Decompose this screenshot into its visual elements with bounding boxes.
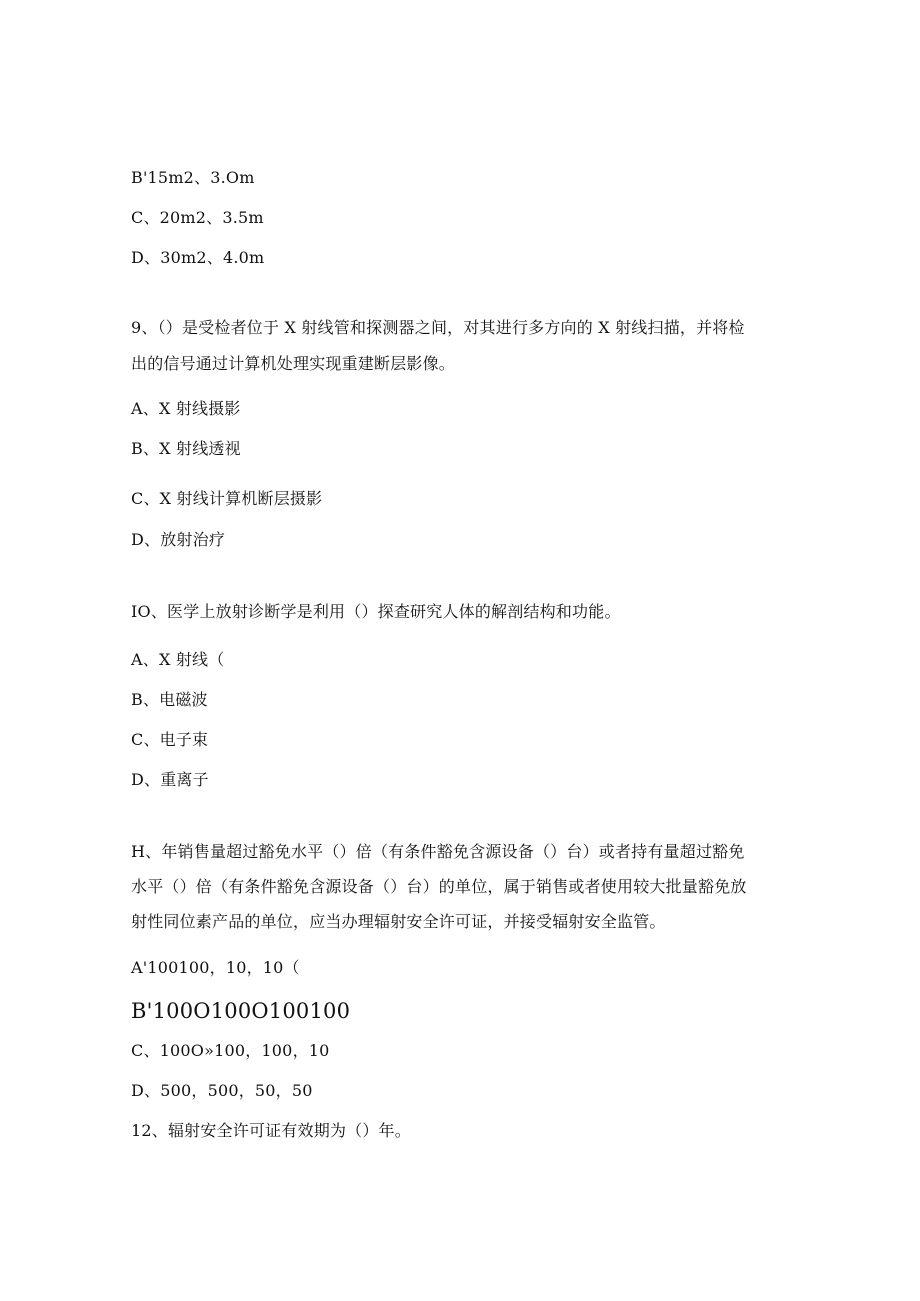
question-9-line-2: 出的信号通过计算机处理实现重建断层影像。: [131, 354, 456, 373]
option-b-q11: B'100O100O100100: [131, 999, 351, 1023]
option-c-q8: C、20m2、3.5m: [131, 208, 264, 227]
option-b-q10: B、电磁波: [131, 690, 208, 709]
option-c-q9: C、X 射线计算机断层摄影: [131, 489, 323, 508]
option-d-q10: D、重离子: [131, 770, 209, 789]
option-d-q11: D、500，500，50，50: [131, 1081, 313, 1100]
option-d-q8: D、30m2、4.0m: [131, 248, 265, 267]
question-9-line-1: 9、（）是受检者位于 X 射线管和探测器之间，对其进行多方向的 X 射线扫描，并将检: [131, 318, 745, 337]
option-d-q9: D、放射治疗: [131, 530, 226, 549]
option-c-q10: C、电子束: [131, 730, 209, 749]
option-b-q9: B、X 射线透视: [131, 439, 241, 458]
option-c-q11: C、100O»100，100，10: [131, 1041, 330, 1060]
option-a-q9: A、X 射线摄影: [131, 399, 241, 418]
option-b-q8: B'15m2、3.Om: [131, 168, 255, 187]
question-12: 12、辐射安全许可证有效期为（）年。: [131, 1121, 411, 1140]
question-11-line-1: H、年销售量超过豁免水平（）倍（有条件豁免含源设备（）台）或者持有量超过豁免: [131, 842, 745, 861]
option-a-q11: A'100100，10，10（: [131, 958, 300, 977]
option-a-q10: A、X 射线（: [131, 650, 225, 669]
question-11-line-2: 水平（）倍（有条件豁免含源设备（）台）的单位，属于销售或者使用较大批量豁免放: [131, 877, 747, 896]
question-11-line-3: 射性同位素产品的单位，应当办理辐射安全许可证，并接受辐射安全监管。: [131, 912, 666, 931]
question-10: IO、医学上放射诊断学是利用（）探查研究人体的解剖结构和功能。: [131, 602, 621, 621]
